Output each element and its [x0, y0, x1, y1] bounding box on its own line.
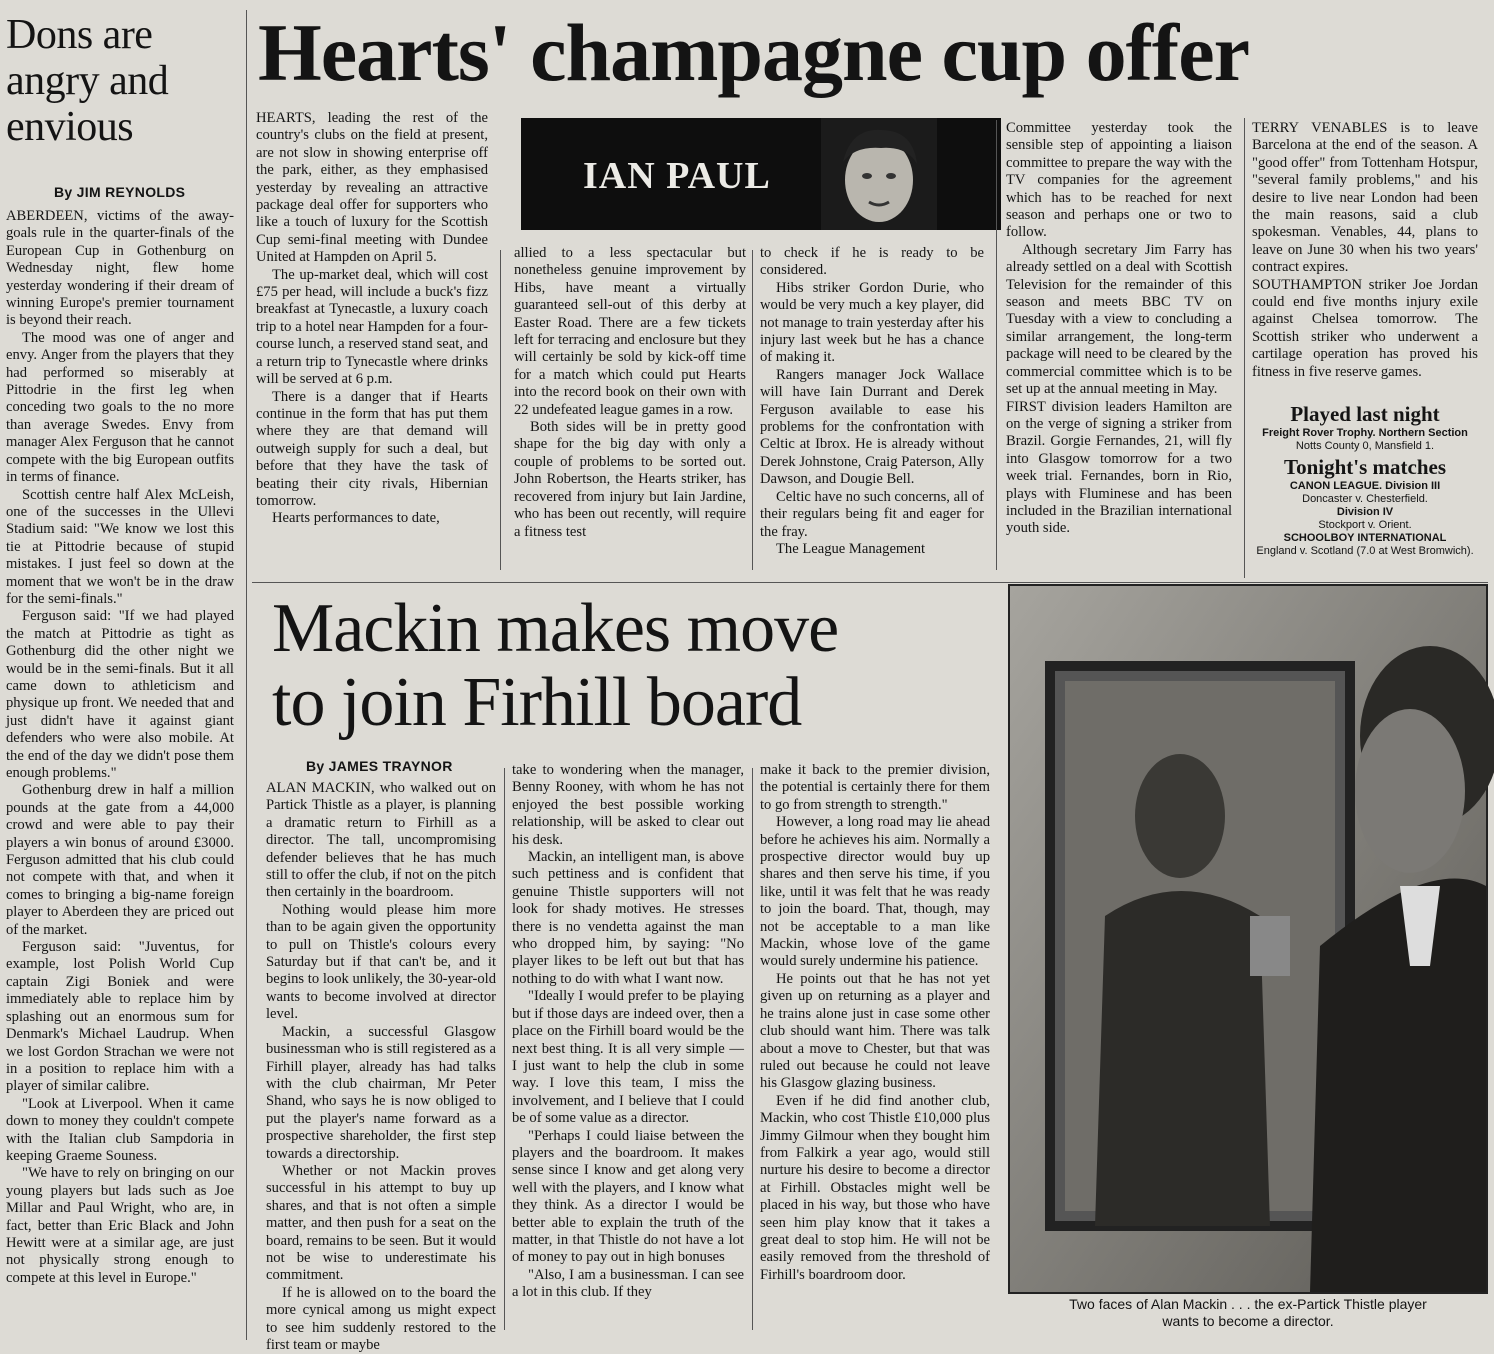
mackin-para: take to wondering when the manager, Benny Rooney, with whom he has not enjoyed the best possible working relationship, will be asked to clear out his desk.	[512, 762, 744, 848]
caption-line-2: wants to become a director.	[1162, 1313, 1334, 1329]
mackin-para: Mackin, a successful Glasgow businessman who is still registered as a Firhill player, already has had talks with the club chairman, Mr Peter Shand, who says he is now obliged to put the player's name forward as a prospective shareholder, the first step towards a directorship.	[266, 1023, 496, 1162]
hearts-para: FIRST division leaders Hamilton are on the verge of signing a striker from Brazil. Gorgie Fernandes, 21, will fly into Glasgow tomorrow for a two week trial. Fernandes, born in Rio, plays with Fluminese and has been included in the Brazilian international youth side.	[1006, 398, 1232, 537]
hearts-col-3	[760, 245, 984, 570]
hearts-para: TERRY VENABLES is to leave Barcelona at the end of the season. A "good offer" from Tottenham Hotspur, "several family problems," and his desire to live near London had been the main reasons, said a club spokesman. Venables, 44, plans to leave on June 30 when his two years' contract expires.	[1252, 120, 1478, 276]
dons-para: Gothenburg drew in half a million pounds at the gate from a 44,000 crowd and were able to pay their players a win bonus of around £3000. Ferguson admitted that his club could not compete with that, and when it comes to bringing a big-name foreign player to Aberdeen they are priced out of the market.	[6, 782, 234, 938]
hearts-para: SOUTHAMPTON striker Joe Jordan could end five months injury exile against Chelsea tomorrow. The Scottish striker who underwent a cartilage operation has proved his fitness in five reserve games.	[1252, 276, 1478, 380]
hearts-col-2	[514, 245, 746, 570]
mackin-col-3	[760, 762, 990, 1332]
column-rule	[752, 768, 753, 1330]
hearts-para: Although secretary Jim Farry has already settled on a deal with Scottish Television for the remainder of this season and meets BBC TV on Tuesday with a view to concluding a similar arrangement, the long-term package will need to be cleared by the commercial committee which is to be set up at the annual meeting in May.	[1006, 241, 1232, 398]
results-box	[1252, 402, 1478, 582]
section-rule	[252, 582, 1488, 583]
mackin-headline-line-2: to join Firhill board	[272, 664, 802, 741]
div4-label: Division IV	[1336, 506, 1394, 518]
mackin-col-1	[266, 780, 496, 1353]
div4-match: Stockport v. Orient.	[1318, 519, 1412, 531]
dons-para: ABERDEEN, victims of the away-goals rule in the quarter-finals of the European Cup in Gothenburg on Wednesday night, flew home yesterday wondering if their dream of winning Europe's premier tournament is beyond their reach.	[6, 208, 234, 329]
hearts-para: HEARTS, leading the rest of the country's clubs on the field at present, are not slow in showing enterprise off the park, either, as they emphasised yesterday by revealing an attractive package deal offer for supporters who like a touch of luxury for the Scottish Cup semi-final meeting with Dundee United at Hampden on April 5.	[256, 110, 488, 266]
mackin-para: make it back to the premier division, the potential is certainly there for them to go from strength to strength."	[760, 762, 990, 813]
column-rule	[1244, 118, 1245, 578]
photo-caption	[1008, 1296, 1488, 1330]
hearts-col-4	[1006, 120, 1232, 570]
hearts-para: Hibs striker Gordon Durie, who would be very much a key player, did not manage to train yesterday after his injury last week but he has a chance of making it.	[760, 279, 984, 366]
dons-article	[6, 12, 239, 1342]
mackin-para: He points out that he has not yet given up on returning as a player and he trains alone just in case some other club should want him. There was talk about a move to Chester, but that was ruled out because he could not leave his Glasgow glazing business.	[760, 970, 990, 1092]
played-competition: Freight Rover Trophy. Northern Section	[1262, 427, 1468, 439]
hearts-headline: Hearts' champagne cup offer	[258, 7, 1249, 98]
mackin-para: Even if he did find another club, Mackin, who cost Thistle £10,000 plus Jimmy Gilmour when they bought him from Falkirk a year ago, would still nurture his desire to become a director at Firhill. Obstacles might well be placed in his way, but those who have seen him play know that it takes a great deal to stop him. He will not be easily removed from the threshold of Firhill's boardroom door.	[760, 1092, 990, 1283]
column-rule	[752, 250, 753, 570]
mackin-photo-image	[1010, 586, 1486, 1292]
column-rule	[996, 120, 997, 570]
hearts-para: Committee yesterday took the sensible step of appointing a liaison committee to prepare the way with the TV companies for the agreement which has to be reached for next season and perhaps one or two to follow.	[1006, 120, 1232, 241]
mackin-col-2	[512, 762, 744, 1332]
mackin-headline-line-1: Mackin makes move	[272, 590, 839, 667]
hearts-para: Rangers manager Jock Wallace will have Iain Durrant and Derek Ferguson available to ease his problems for the confrontation with Celtic at Ibrox. He is already without Derek Johnstone, Craig Paterson, Ally Dawson, and Dougie Bell.	[760, 366, 984, 488]
columnist-name: IAN PAUL	[583, 155, 771, 197]
dons-para: Scottish centre half Alex McLeish, one of the successes in the Ullevi Stadium said: "We know we lost this tie at Pittodrie because of stupid mistakes. I just feel so down at the moment that we won't be in the draw for the semi-finals."	[6, 486, 234, 607]
hearts-para: The League Management	[776, 540, 926, 557]
mackin-para: However, a long road may lie ahead before he achieves his aim. Normally a prospective director would buy up shares and then serve his time, if you like, until it was felt that he was ready to join the board. That, though, may not be acceptable to a man like Mackin, whose love of the game would surely undermine his patience.	[760, 814, 990, 970]
mackin-para: "Perhaps I could liaise between the players and the boardroom. It makes sense since I know and get along very well with the players, and I know what they think. As a director I would be better able to explain the truth of the matter, in that Thistle do not have a lot of money to pay out in high bonuses	[512, 1127, 744, 1266]
dons-para: "We have to rely on bringing on our young players but lads such as Joe Millar and Paul Wright, who are, in fact, better than Eric Black and John Hewitt were at a similar age, are just not physically strong enough to compete at this level in Europe."	[6, 1165, 234, 1286]
schoolboy-label: SCHOOLBOY INTERNATIONAL	[1283, 532, 1447, 544]
mackin-para: If he is allowed on to the board the more cynical among us might expect to see him suddenly restored to the first team or maybe	[266, 1284, 496, 1353]
mackin-byline: By JAMES TRAYNOR	[306, 758, 453, 774]
dons-para: Ferguson said: "Juventus, for example, lost Polish World Cup captain Zigi Boniek and were immediately able to replace him by splashing out an enormous sum for Denmark's Michael Laudrup. When we lost Gordon Strachan we were not in a position to replace him with a player of similar calibre.	[6, 939, 234, 1095]
schoolboy-match: England v. Scotland (7.0 at West Bromwich).	[1256, 545, 1474, 557]
columnist-portrait	[821, 118, 937, 230]
dons-para: Ferguson said: "If we had played the match at Pittodrie as tight as Gothenburg did the other night we would be in the semi-finals. But it all came down to athleticism and physique up front. We needed that and just didn't have it against giant defenders who were also mobile. At the end of the day we didn't pose them enough problems."	[6, 608, 234, 781]
mackin-para: Mackin, an intelligent man, is above such pettiness and is confident that genuine Thistle supporters will not look for shady motives. He stresses there is no vendetta against the man who dropped him, by saying: "No player likes to be left out but that has nothing to do with what I want now.	[512, 849, 744, 987]
hearts-col-1	[256, 110, 488, 570]
hearts-para: The up-market deal, which will cost £75 per head, will include a buck's fizz breakfast at Tynecastle, a luxury coach trip to a hotel near Hampden for a four-course lunch, a reserved stand seat, and a return trip to Tynecastle where drinks will be served at 6 p.m.	[256, 266, 488, 388]
mackin-para: "Ideally I would prefer to be playing but if those days are indeed over, then a place on the Firhill board would be the next best thing. It is all very simple — I just want to help the club in some way. I love this team, I miss the involvement, and I believe that I could be of some value as a director.	[512, 988, 744, 1127]
mackin-para: "Also, I am a businessman. I can see a lot in this club. If they	[512, 1266, 744, 1301]
dons-headline: Dons are angry and envious	[6, 12, 169, 150]
hearts-para: Both sides will be in pretty good shape for the big day with only a couple of problems to be sorted out. John Robertson, the Hearts striker, has recovered from injury but Iain Jardine, who has been out recently, will require a fitness test	[514, 419, 746, 540]
mackin-para: Nothing would please him more than to be again given the opportunity to pull on Thistle's colours every Saturday but if that can't be, and it begins to look unlikely, the 30-year-old wants to become involved at director level.	[266, 901, 496, 1023]
played-last-night-title: Played last night	[1290, 402, 1440, 426]
column-rule	[500, 250, 501, 570]
mackin-photo	[1008, 584, 1488, 1294]
hearts-para: Hearts performances to date,	[272, 510, 440, 527]
dons-para: The mood was one of anger and envy. Anger from the players that they had performed so miserably at Pittodrie in the first leg when conceding two goals to the no more than average Swedes. Envy from manager Alex Ferguson that he cannot compete with the big European outfits in terms of finance.	[6, 329, 234, 486]
caption-line-1: Two faces of Alan Mackin . . . the ex-Partick Thistle player	[1069, 1296, 1427, 1312]
dons-para: "Look at Liverpool. When it came down to money they couldn't compete with the Italian club Sampdoria in keeping Graeme Souness.	[6, 1095, 234, 1164]
mackin-para: ALAN MACKIN, who walked out on Partick Thistle as a player, is planning a dramatic return to Firhill as a director. The tall, uncompromising defender believes that he has much still to offer the club, if not on the pitch then certainly in the boardroom.	[266, 780, 496, 901]
hearts-col-5	[1252, 120, 1478, 402]
tonights-matches-title: Tonight's matches	[1283, 455, 1446, 479]
dons-byline: By JIM REYNOLDS	[54, 184, 186, 200]
mackin-para: Whether or not Mackin proves successful in his attempt to buy up shares, and that is not often a simple matter, and then push for a seat on the board, remains to be seen. But it would not be wise to underestimate his commitment.	[266, 1162, 496, 1284]
hearts-para: allied to a less spectacular but nonetheless genuine improvement by Hibs, have meant a virtually guaranteed sell-out of this derby at Easter Road. There are a few tickets left for terracing and enclosure but they will certainly be sold by kick-off time for a match which could put Hearts into the record book on their own with 22 undefeated league games in a row.	[514, 245, 746, 418]
columnist-banner	[521, 118, 1001, 230]
played-score: Notts County 0, Mansfield 1.	[1295, 440, 1435, 452]
hearts-para: to check if he is ready to be considered.	[760, 245, 984, 279]
column-rule	[504, 768, 505, 1330]
dons-body	[6, 208, 234, 1338]
league-name: CANON LEAGUE. Division III	[1289, 480, 1441, 492]
hearts-para: Celtic have no such concerns, all of their regulars being fit and eager for the fray.	[760, 488, 984, 540]
div3-match: Doncaster v. Chesterfield.	[1302, 493, 1428, 505]
hearts-para: There is a danger that if Hearts continue in the form that has put them where they are that demand will outweigh supply for such a deal, but before that they have the task of beating their city rivals, Hibernian tomorrow.	[256, 388, 488, 509]
column-rule	[246, 10, 247, 1340]
